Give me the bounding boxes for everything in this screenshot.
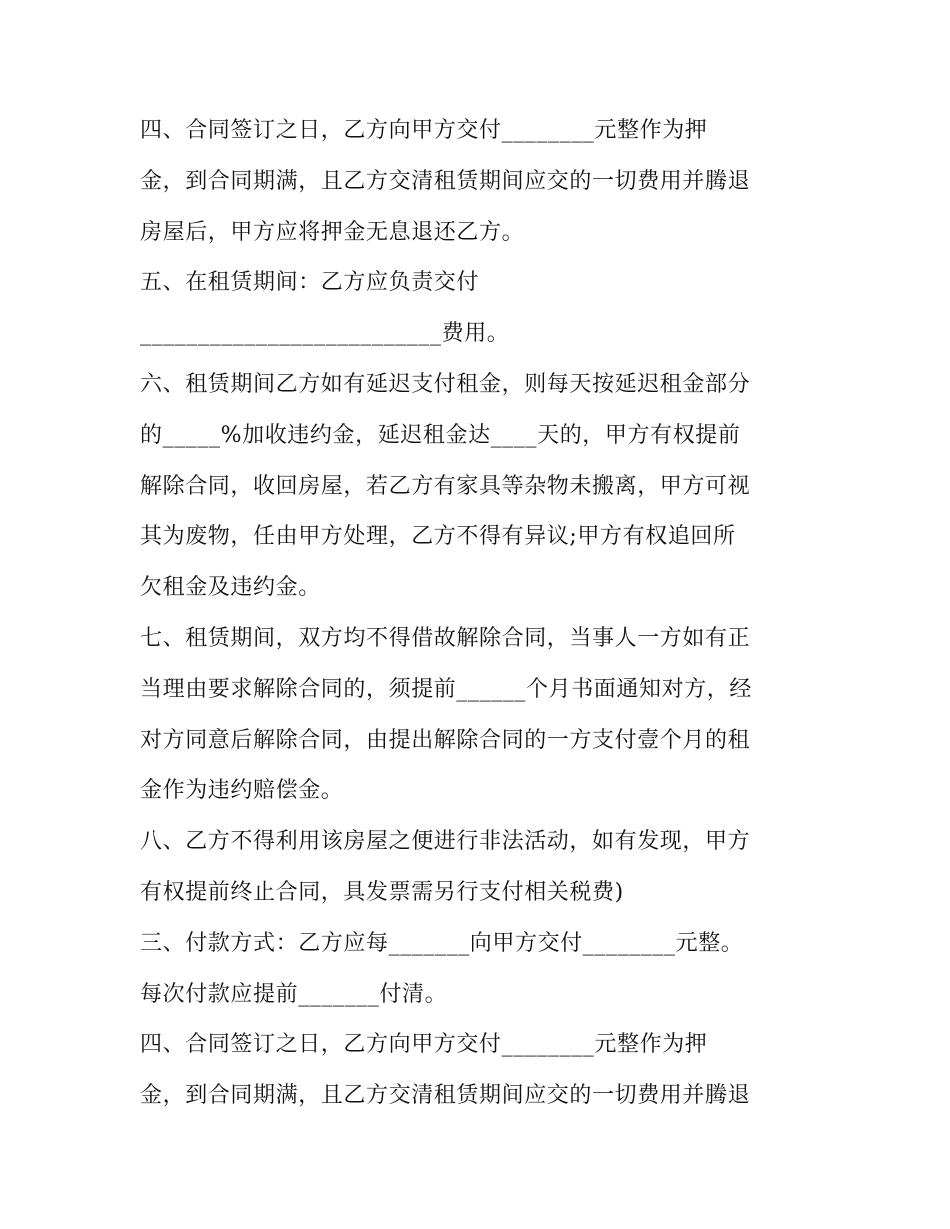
text-line: 房屋后，甲方应将押金无息退还乙方。 <box>140 219 525 245</box>
text-line: 六、租赁期间乙方如有延迟支付租金，则每天按延迟租金部分 <box>140 371 751 397</box>
text-line: 其为废物，任由甲方处理，乙方不得有异议;甲方有权追回所 <box>140 524 736 550</box>
text-line: 有权提前终止合同，具发票需另行支付相关税费) <box>140 879 624 905</box>
text-line: 五、在租赁期间：乙方应负责交付 <box>140 270 480 296</box>
text-line: 金作为违约赔偿金。 <box>140 778 344 804</box>
contract-body <box>140 106 830 1122</box>
text-line: 欠租金及违约金。 <box>140 575 321 601</box>
text-line: 金，到合同期满，且乙方交清租赁期间应交的一切费用并腾退 <box>140 1083 751 1109</box>
text-line: 四、合同签订之日，乙方向甲方交付________元整作为押 <box>140 118 708 143</box>
text-line: 四、合同签订之日，乙方向甲方交付________元整作为押 <box>140 1032 708 1058</box>
text-line: 七、租赁期间，双方均不得借故解除合同，当事人一方如有正 <box>140 625 751 651</box>
text-line: 当理由要求解除合同的，须提前______个月书面通知对方，经 <box>140 676 753 702</box>
text-line: 的_____%加收违约金，延迟租金达____天的，甲方有权提前 <box>140 422 741 448</box>
text-line: 金，到合同期满，且乙方交清租赁期间应交的一切费用并腾退 <box>140 168 751 194</box>
text-line: 三、付款方式：乙方应每_______向甲方交付________元整。 <box>140 930 744 956</box>
text-line: 对方同意后解除合同，由提出解除合同的一方支付壹个月的租 <box>140 727 751 753</box>
text-line: 每次付款应提前_______付清。 <box>140 981 448 1007</box>
text-line: 八、乙方不得利用该房屋之便进行非法活动，如有发现，甲方 <box>140 829 751 855</box>
text-line: 解除合同，收回房屋，若乙方有家具等杂物未搬离，甲方可视 <box>140 473 751 499</box>
text-line: __________________________费用。 <box>140 321 510 347</box>
